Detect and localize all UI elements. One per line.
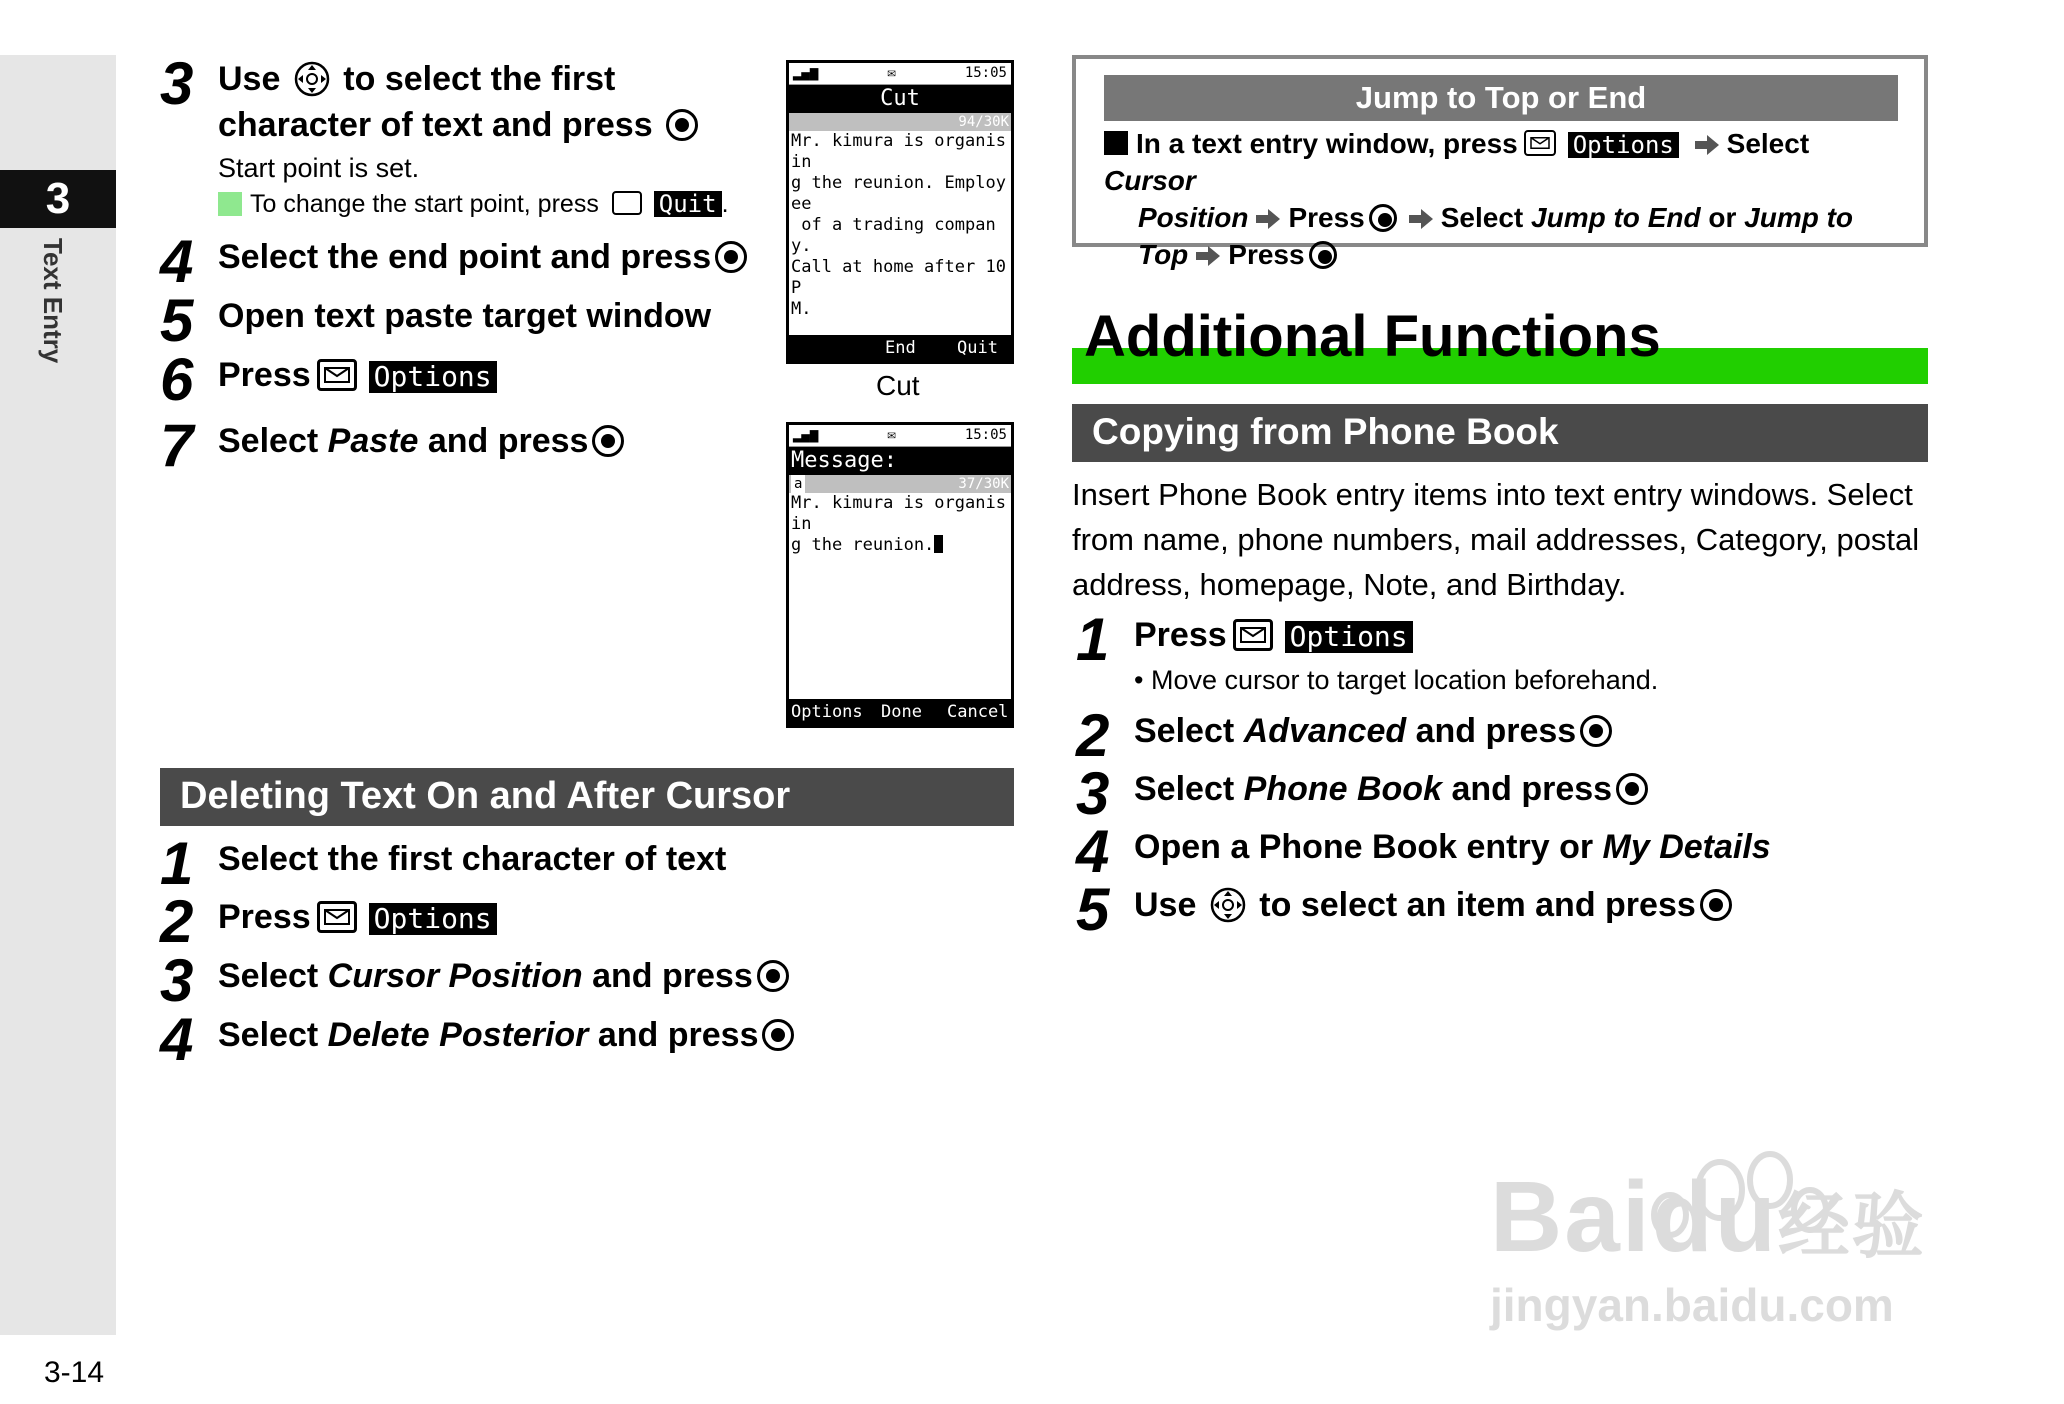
- delete-step-4: [160, 1006, 798, 1073]
- intro-paragraph: Insert Phone Book entry items into text entry windows. Select from name, phone numbers, mail addresses, Category, postal address, homepage, Note, and Birthday.: [1072, 477, 1920, 602]
- phone-text-body: [789, 493, 1011, 556]
- char-counter: 94/30K: [789, 113, 1011, 131]
- center-key-icon: [1580, 715, 1612, 747]
- center-key-icon: [715, 241, 747, 273]
- arrow-right-icon: [1196, 246, 1220, 266]
- note-marker-icon: [218, 192, 242, 216]
- step-text: character of text and press: [218, 106, 653, 144]
- menu-item-name: Advanced: [1243, 712, 1407, 750]
- mail-key-icon: [1524, 130, 1556, 156]
- navigation-key-icon: [294, 61, 330, 97]
- delete-step-3: [160, 947, 793, 1014]
- section-header-deleting: Deleting Text On and After Cursor: [160, 768, 1014, 826]
- step-text: Use: [1134, 886, 1197, 924]
- step-text: and press: [427, 422, 589, 460]
- text-cursor: [934, 535, 943, 553]
- step-number: 2: [1076, 702, 1110, 769]
- arrow-right-icon: [1409, 209, 1433, 229]
- arrow-right-icon: [1695, 135, 1719, 155]
- step-text: Select: [218, 1016, 319, 1054]
- step-number: 7: [160, 412, 194, 479]
- phone-title-bar: Message:: [789, 447, 1011, 475]
- tip-box-text: [1104, 125, 1904, 273]
- center-key-icon: [1616, 773, 1648, 805]
- note-start-point: Start point is set.: [218, 153, 420, 183]
- phone-status-bar: [789, 63, 1011, 85]
- char-counter: [789, 475, 1011, 493]
- baidu-watermark: [1470, 1110, 1970, 1340]
- softkey-options: Options: [791, 702, 863, 722]
- step-number: 1: [160, 830, 194, 897]
- softkey-done: Done: [881, 702, 922, 722]
- softkey-cancel: Cancel: [947, 702, 1009, 722]
- chapter-label: Text Entry: [38, 238, 68, 364]
- mail-key-icon: [1233, 619, 1273, 651]
- phone-text-body: Mr. kimura is organisin g the reunion. Employee of a trading company. Call at home after 10 P M.: [791, 131, 1006, 319]
- menu-item-name: Cursor: [1104, 165, 1196, 196]
- menu-item-name: Paste: [327, 422, 419, 460]
- tip-text: Press: [1288, 202, 1365, 233]
- tip-text: In a text entry window, press: [1136, 128, 1518, 159]
- tip-text: or: [1708, 202, 1737, 233]
- options-softkey-icon: Options: [369, 361, 497, 393]
- tip-text: Select: [1726, 128, 1810, 159]
- step-text: Select: [1134, 712, 1235, 750]
- softkey-end: End: [885, 338, 916, 358]
- page-number: 3-14: [44, 1356, 105, 1389]
- section-header-copying: Copying from Phone Book: [1072, 404, 1928, 462]
- step-text: Use: [218, 60, 281, 98]
- step-number: 3: [1076, 760, 1110, 827]
- step-6-press-options: [160, 346, 497, 413]
- tip-box-title: Jump to Top or End: [1104, 75, 1898, 121]
- menu-item-name: Jump to: [1744, 202, 1854, 233]
- step-number: 5: [1076, 876, 1110, 943]
- phone-title-bar: Cut: [789, 85, 1011, 113]
- step-5-open-window: [160, 287, 712, 354]
- watermark-text: du: [1651, 1161, 1778, 1273]
- step-text: Open text paste target window: [218, 297, 712, 335]
- copy-step-3: [1076, 760, 1652, 827]
- step-text: Open a Phone Book entry or: [1134, 828, 1594, 866]
- message-text: Mr. kimura is organisin g the reunion.: [791, 493, 1006, 555]
- step-number: 6: [160, 346, 194, 413]
- mail-key-icon: [317, 901, 357, 933]
- center-key-icon: [762, 1019, 794, 1051]
- watermark-text: 经验: [1777, 1187, 1926, 1267]
- step-number: 4: [160, 1006, 194, 1073]
- options-softkey-icon: Options: [1285, 621, 1413, 653]
- step-7-select-paste: [160, 412, 628, 479]
- center-key-icon: [592, 425, 624, 457]
- center-key-icon: [1700, 889, 1732, 921]
- bullet-square-icon: [1104, 131, 1128, 155]
- phone-softkey-bar: [789, 335, 1011, 361]
- phone-softkey-bar: [789, 699, 1011, 725]
- menu-item-name: Top: [1138, 239, 1189, 270]
- step-text: Press: [218, 356, 311, 394]
- step-text: and press: [1451, 770, 1613, 808]
- step-note: • Move cursor to target location beforehand.: [1134, 665, 1659, 695]
- center-key-icon: [757, 960, 789, 992]
- step-text: Select: [1134, 770, 1235, 808]
- page-title: Additional Functions: [1084, 304, 1661, 369]
- step-text: Select the first character of text: [218, 840, 727, 878]
- input-mode-indicator: a: [791, 475, 805, 493]
- watermark-text: Bai: [1490, 1161, 1652, 1273]
- copy-step-2: [1076, 702, 1616, 769]
- delete-step-2: [160, 888, 497, 955]
- step-4-end-point: [160, 228, 751, 295]
- delete-step-1: [160, 830, 727, 897]
- step-number: 3: [160, 50, 194, 117]
- step-text: and press: [597, 1016, 759, 1054]
- step-text: to select the first: [343, 60, 616, 98]
- screenshot-caption: Cut: [876, 370, 920, 401]
- step-text: Select: [218, 422, 319, 460]
- step-3-select-first: [160, 50, 729, 222]
- step-text: Press: [218, 898, 311, 936]
- step-number: 2: [160, 888, 194, 955]
- center-key-icon: [666, 109, 698, 141]
- center-key-icon: [1369, 204, 1397, 232]
- signal-icon: ▂▄▆: [793, 65, 819, 81]
- chapter-number: 3: [0, 170, 116, 228]
- menu-item-name: Delete Posterior: [327, 1016, 589, 1054]
- mail-status-icon: ✉: [887, 427, 896, 443]
- phone-screen-cut: [786, 60, 1014, 364]
- step-text: and press: [592, 957, 753, 995]
- options-softkey-icon: Options: [1568, 132, 1679, 158]
- menu-item-name: Phone Book: [1243, 770, 1442, 808]
- note-text: To change the start point, press: [250, 190, 599, 218]
- step-number: 5: [160, 287, 194, 354]
- center-key-icon: [1309, 241, 1337, 269]
- step-number: 1: [1076, 606, 1110, 673]
- softkey-quit: Quit: [957, 338, 998, 358]
- clear-key-icon: [612, 191, 642, 215]
- quit-softkey-icon: Quit: [654, 191, 722, 217]
- step-text: Select: [218, 957, 319, 995]
- arrow-right-icon: [1256, 209, 1280, 229]
- navigation-key-icon: [1210, 887, 1246, 923]
- step-number: 3: [160, 947, 194, 1014]
- step-number: 4: [1076, 818, 1110, 885]
- phone-clock: 15:05: [964, 65, 1007, 81]
- tip-text: Press: [1228, 239, 1305, 270]
- mail-key-icon: [317, 359, 357, 391]
- step-text: and press: [1415, 712, 1577, 750]
- step-number: 4: [160, 228, 194, 295]
- copy-step-5: [1076, 876, 1736, 943]
- char-counter-value: 37/30K: [958, 476, 1009, 492]
- copy-step-4: [1076, 818, 1771, 885]
- menu-item-name: Jump to End: [1531, 202, 1701, 233]
- watermark-url: jingyan.baidu.com: [1490, 1279, 1894, 1331]
- phone-clock: 15:05: [964, 427, 1007, 443]
- phone-screen-message: [786, 422, 1014, 728]
- step-text: Press: [1134, 616, 1227, 654]
- copy-step-1: [1076, 606, 1659, 698]
- phone-status-bar: [789, 425, 1011, 447]
- menu-item-name: My Details: [1602, 828, 1771, 866]
- options-softkey-icon: Options: [369, 903, 497, 935]
- step-text: to select an item and press: [1259, 886, 1696, 924]
- signal-icon: ▂▄▆: [793, 427, 819, 443]
- menu-item-name: Position: [1138, 202, 1249, 233]
- menu-item-name: Cursor Position: [327, 957, 583, 995]
- tip-text: Select: [1440, 202, 1524, 233]
- note-period: .: [721, 190, 729, 218]
- tip-box-jump: [1072, 55, 1928, 270]
- step-text: Select the end point and press: [218, 238, 712, 276]
- mail-status-icon: ✉: [887, 65, 896, 81]
